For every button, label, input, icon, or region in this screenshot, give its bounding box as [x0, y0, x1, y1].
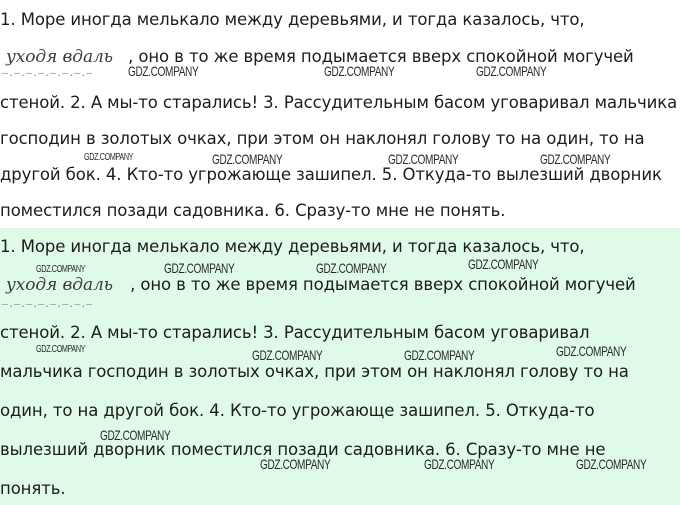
watermark: GDZ.COMPANY	[404, 347, 475, 363]
watermark: GDZ.COMPANY	[476, 63, 547, 79]
watermark: GDZ.COMPANY	[540, 151, 611, 167]
watermark: GDZ.COMPANY	[468, 256, 539, 272]
exercise-text-block-2	[0, 228, 680, 505]
watermark: GDZ.COMPANY	[128, 63, 199, 79]
text-line: один, то на другой бок. 4. Кто-то угрожающе зашипел. 5. Откуда-то	[0, 401, 595, 420]
watermark: GDZ.COMPANY	[164, 260, 235, 276]
text-fragment: , оно в то же время подымается вверх спокойной могучей	[130, 275, 636, 294]
text-line: другой бок. 4. Кто-то угрожающе зашипел. 5. Откуда-то вылезший дворник	[0, 165, 662, 184]
handwritten-phrase: уходя вдаль	[6, 47, 113, 67]
watermark: GDZ.COMPANY	[252, 347, 323, 363]
watermark: GDZ.COMPANY	[212, 151, 283, 167]
watermark: GDZ.COMPANY	[324, 63, 395, 79]
text-line: стеной. 2. А мы-то старались! 3. Рассудительным басом уговаривал	[0, 323, 590, 342]
text-line: вылезший дворник поместился позади садовника. 6. Сразу-то мне не	[0, 440, 606, 459]
watermark: GDZ.COMPANY	[316, 260, 387, 276]
watermark: GDZ.COMPANY	[388, 151, 459, 167]
text-line: 1. Море иногда мелькало между деревьями, и тогда казалось, что,	[0, 237, 585, 256]
text-line: стеной. 2. А мы-то старались! 3. Рассудительным басом уговаривал мальчика	[0, 93, 678, 112]
handwritten-phrase: уходя вдаль	[6, 275, 113, 295]
text-line	[0, 275, 636, 295]
watermark: GDZ.COMPANY	[260, 456, 331, 472]
watermark: GDZ.COMPANY	[100, 427, 171, 443]
text-fragment: , оно в то же время подымается вверх спокойной могучей	[128, 47, 634, 66]
watermark: GDZ.COMPANY	[424, 456, 495, 472]
text-line: 1. Море иногда мелькало между деревьями, и тогда казалось, что,	[0, 10, 585, 29]
watermark: GDZ.COMPANY	[36, 344, 86, 355]
exercise-text-block-1	[0, 0, 680, 228]
dash-dot-underline: –.–.–.–.–.–.–.–	[2, 299, 93, 310]
text-line: понять.	[0, 479, 66, 498]
watermark: GDZ.COMPANY	[84, 152, 134, 163]
dash-dot-underline: –.–.–.–.–.–.–.–	[2, 68, 93, 79]
watermark: GDZ.COMPANY	[556, 343, 627, 359]
text-line: мальчика господин в золотых очках, при этом он наклонял голову то на	[0, 362, 629, 381]
watermark: GDZ.COMPANY	[576, 456, 647, 472]
watermark: GDZ.COMPANY	[36, 264, 86, 275]
text-line: поместился позади садовника. 6. Сразу-то мне не понять.	[0, 201, 506, 220]
text-line: господин в золотых очках, при этом он наклонял голову то на один, то на	[0, 129, 645, 148]
